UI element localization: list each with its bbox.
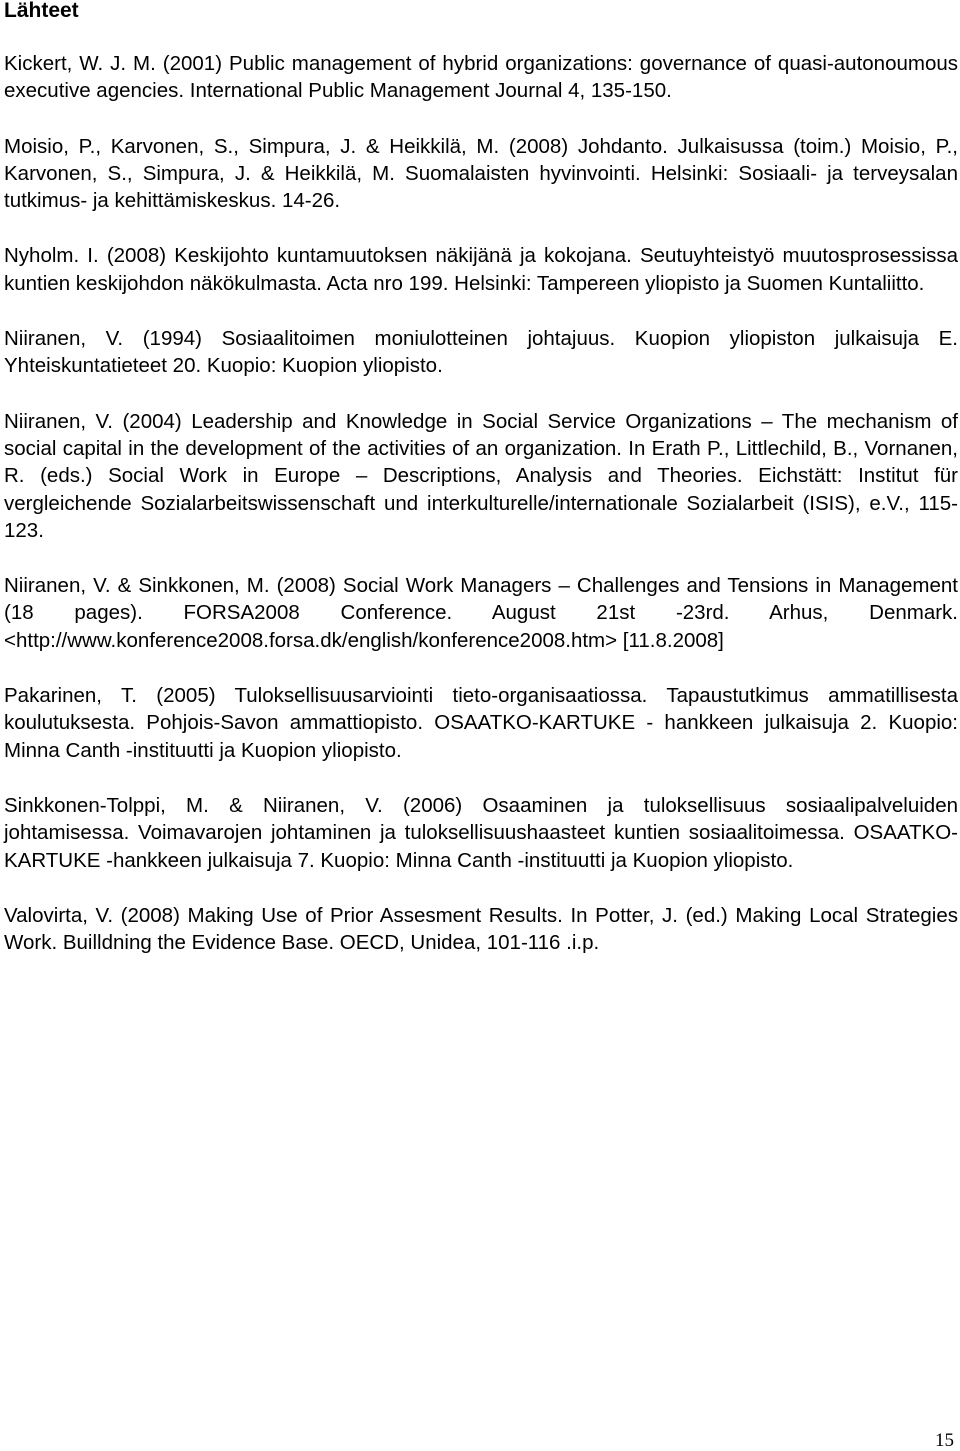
- section-heading: Lähteet: [4, 0, 79, 22]
- reference-item: Nyholm. I. (2008) Keskijohto kuntamuutoksen näkijänä ja kokojana. Seutuyhteistyö muutosprosessissa kuntien keskijohdon näkökulmasta. Acta nro 199. Helsinki: Tampereen yliopisto ja Suomen Kuntaliitto.: [4, 244, 958, 295]
- reference-list: [4, 50, 958, 956]
- reference-item: Niiranen, V. (1994) Sosiaalitoimen moniulotteinen johtajuus. Kuopion yliopiston julkaisuja E. Yhteiskuntatieteet 20. Kuopio: Kuopion yliopisto.: [4, 327, 958, 378]
- page-content: [4, 0, 958, 984]
- reference-item: Pakarinen, T. (2005) Tuloksellisuusarviointi tieto-organisaatiossa. Tapaustutkimus ammatillisesta koulutuksesta. Pohjois-Savon ammattiopisto. OSAATKO-KARTUKE - hankkeen julkaisuja 2. Kuopio: Minna Canth -instituutti ja Kuopion yliopisto.: [4, 684, 958, 762]
- reference-item: Moisio, P., Karvonen, S., Simpura, J. & Heikkilä, M. (2008) Johdanto. Julkaisussa (toim.) Moisio, P., Karvonen, S., Simpura, J. & Heikkilä, M. Suomalaisten hyvinvointi. Helsinki: Sosiaali- ja terveysalan tutkimus- ja kehittämiskeskus. 14-26.: [4, 134, 958, 213]
- reference-item: Valovirta, V. (2008) Making Use of Prior Assesment Results. In Potter, J. (ed.) Making Local Strategies Work. Builldning the Evidence Base. OECD, Unidea, 101-116 .i.p.: [4, 903, 958, 955]
- reference-item: Niiranen, V. & Sinkkonen, M. (2008) Social Work Managers – Challenges and Tensions in Management (18 pages). FORSA2008 Conference. August 21st -23rd. Arhus, Denmark. <http://www.konference2008.forsa.dk/english/konference2008.htm> [11.8.2008]: [4, 574, 958, 652]
- reference-item: Kickert, W. J. M. (2001) Public management of hybrid organizations: governance of quasi-autonoumous executive agencies. International Public Management Journal 4, 135-150.: [4, 52, 958, 103]
- reference-item: Niiranen, V. (2004) Leadership and Knowledge in Social Service Organizations – The mechanism of social capital in the development of the activities of an organization. In Erath P., Littlechild, B., Vornanen, R. (eds.) Social Work in Europe – Descriptions, Analysis and Theories. Eichstätt: Institut für vergleichende Sozialarbeitswissenschaft und interkulturelle/internationale Sozialarbeit (ISIS), e.V., 115-123.: [4, 409, 958, 542]
- reference-item: Sinkkonen-Tolppi, M. & Niiranen, V. (2006) Osaaminen ja tuloksellisuus sosiaalipalveluiden johtamisessa. Voimavarojen johtaminen ja tuloksellisuushaasteet kuntien sosiaalitoimessa. OSAATKO-KARTUKE -hankkeen julkaisuja 7. Kuopio: Minna Canth -instituutti ja Kuopion yliopisto.: [4, 793, 958, 872]
- page-number: 15: [935, 1430, 954, 1451]
